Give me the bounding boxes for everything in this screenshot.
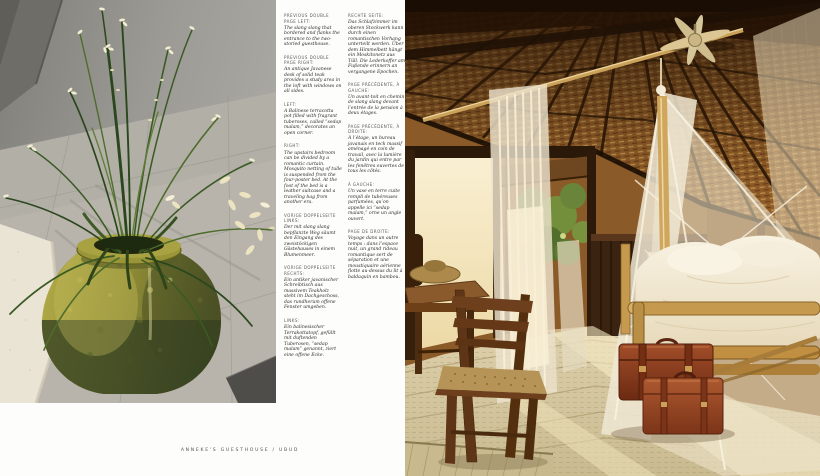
caption-heading: LINKS:	[284, 317, 300, 323]
pot-foliage	[99, 236, 159, 250]
caption-body: Un avant-toit en chemin de slang slang devant l’entrée de la pension à deux étages.	[348, 94, 405, 117]
caption-block	[348, 13, 406, 75]
caption-body: The upstairs bedroom can be divided by a romantic curtain. Mosquito netting of tulle is suspended from the four-poster bed. At the foot of the bed is a leather suitcase and a traveling bag from another era.	[284, 150, 342, 206]
caption-block	[284, 55, 342, 95]
caption-heading: RECHTE SEITE:	[348, 13, 384, 18]
caption-columns	[284, 13, 406, 365]
caption-block	[284, 213, 342, 259]
caption-heading: PREVIOUS DOUBLE PAGE RIGHT:	[284, 54, 329, 66]
caption-block	[348, 82, 406, 117]
caption-body: À l’étage, un bureau javanais en teck massif aménagé en coin de travail, avec la lumière du jardin qui entre par les fenêtres ouvertes de tous les côtés.	[348, 136, 404, 175]
caption-column-1	[284, 13, 342, 365]
caption-body: Un vase en terre cuite rempli de tubéreuses parfumées, qu’on appelle ici “sedap malam,” orne un angle ouvert.	[348, 189, 402, 222]
caption-body: The slang slang that bordered and flanks the entrance to the two-storied guesthouse.	[284, 25, 340, 48]
caption-block	[284, 143, 342, 205]
caption-body: A Balinese terracotta pot filled with fragrant tuberoses, called “sedap malam,” decorates an open corner.	[284, 108, 342, 136]
caption-block	[284, 102, 342, 137]
caption-block	[348, 229, 406, 280]
caption-heading: VORIGE DOPPELSEITE LINKS:	[284, 212, 336, 224]
caption-heading: PAGE PRÉCÉDENTE, À DROITE:	[348, 123, 400, 135]
page-footer-caption: ANNEKE'S GUESTHOUSE / UBUD	[180, 448, 300, 453]
caption-heading: LEFT:	[284, 101, 297, 107]
caption-heading: À GAUCHE:	[348, 181, 375, 187]
caption-body: An antique Javanese desk of solid teak provides a study area in the loft with windows on all sides.	[284, 67, 342, 95]
bedroom-photo-svg	[405, 0, 820, 476]
plant-photo-svg	[0, 0, 276, 403]
plant-photo	[0, 0, 276, 403]
caption-heading: PAGE DE DROITE:	[348, 229, 390, 235]
caption-body: Voyage dans un autre temps : dans l’espace nuit, un grand rideau romantique sert de séparation et une moustiquaire aérienne flotte au-dessus du lit à baldaquin en bambou.	[348, 236, 403, 280]
caption-block	[284, 318, 342, 358]
caption-block	[284, 265, 342, 311]
caption-heading: VORIGE DOPPELSEITE RECHTS:	[284, 265, 336, 276]
suitcase-small	[643, 373, 723, 434]
caption-column-2	[348, 13, 406, 365]
caption-heading: RIGHT:	[284, 143, 301, 149]
caption-block	[348, 182, 406, 222]
caption-heading: PREVIOUS DOUBLE PAGE LEFT:	[284, 13, 329, 24]
caption-heading: PAGE PRÉCÉDENTE, À GAUCHE:	[348, 82, 400, 93]
bedroom-photo	[405, 0, 820, 476]
caption-body: Ein antiker javanischer Schreibtisch aus massivem Teakholz steht im Dachgeschoss, das rundherum offene Fenster umgeben.	[284, 277, 339, 311]
caption-body: Ein balinesischer Terrakottatopf, gefüllt mit duftenden Tuberosen, “sedap malam” genannt, ziert eine offene Ecke.	[284, 325, 337, 358]
caption-block	[348, 124, 406, 175]
caption-block	[284, 13, 342, 48]
caption-body: Das Schlafzimmer im oberen Stockwerk kann durch einen romantischen Vorhang unterteilt werden. Über dem Himmelbett hängt ein Moskitonetz aus Tüll. Die Lederkoffer am Fußende erinnern an vergangene Epochen.	[348, 20, 406, 75]
caption-body: Der mit slang slang bepflanzte Weg säumt den Eingang des zweistöckigen Gästehauses in einem Blumenmeer.	[284, 225, 336, 258]
